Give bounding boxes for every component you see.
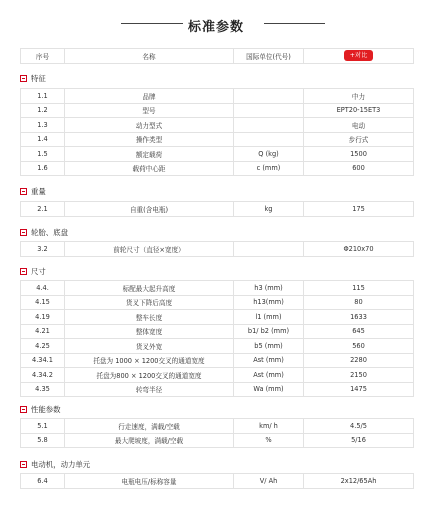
row-no: 1.1 (21, 89, 65, 104)
row-unit (234, 132, 304, 147)
row-value: 4.5/5 (304, 419, 414, 434)
section-features-header[interactable] (20, 73, 46, 83)
table-row (21, 310, 414, 325)
compare-button[interactable]: +对比 (344, 50, 374, 61)
performance-table (20, 418, 414, 448)
row-name: 动力型式 (65, 118, 234, 133)
row-no: 4.4. (21, 281, 65, 296)
row-unit: % (234, 433, 304, 448)
row-unit (234, 118, 304, 133)
row-no: 4.21 (21, 324, 65, 339)
row-value: Φ210x70 (304, 242, 414, 257)
section-motor-label: 电动机，动力单元 (31, 459, 91, 469)
minus-box-icon[interactable] (20, 461, 27, 468)
row-no: 4.15 (21, 295, 65, 310)
row-value: 5/16 (304, 433, 414, 448)
row-name: 型号 (65, 103, 234, 118)
table-row (21, 132, 414, 147)
row-unit (234, 242, 304, 257)
row-value: 2x12/65Ah (304, 474, 414, 489)
row-no: 3.2 (21, 242, 65, 257)
table-row (21, 103, 414, 118)
minus-box-icon[interactable] (20, 268, 27, 275)
table-row (21, 161, 414, 176)
row-no: 4.19 (21, 310, 65, 325)
header-compare-cell (304, 49, 414, 64)
row-no: 1.3 (21, 118, 65, 133)
row-no: 1.4 (21, 132, 65, 147)
row-name: 整车长度 (65, 310, 234, 325)
row-value: 600 (304, 161, 414, 176)
row-unit: km/ h (234, 419, 304, 434)
table-row (21, 382, 414, 397)
title-divider-right (264, 23, 325, 24)
row-unit: kg (234, 202, 304, 217)
section-wheels-header[interactable] (20, 227, 68, 237)
row-unit: b1/ b2 (mm) (234, 324, 304, 339)
row-name: 载荷中心距 (65, 161, 234, 176)
section-motor-header[interactable] (20, 459, 90, 469)
row-name: 托盘为800 × 1200交叉的通道宽度 (65, 368, 234, 383)
row-value: 2150 (304, 368, 414, 383)
row-unit: h3 (mm) (234, 281, 304, 296)
row-value: 2280 (304, 353, 414, 368)
header-name: 名称 (65, 49, 234, 64)
table-row (21, 433, 414, 448)
row-name: 自重(含电瓶) (65, 202, 234, 217)
table-row (21, 353, 414, 368)
row-no: 5.1 (21, 419, 65, 434)
spec-header-table (20, 48, 414, 64)
table-row (21, 324, 414, 339)
features-table (20, 88, 414, 176)
row-unit: h13(mm) (234, 295, 304, 310)
row-no: 4.34.1 (21, 353, 65, 368)
section-weight-header[interactable] (20, 186, 46, 196)
row-unit: b5 (mm) (234, 339, 304, 354)
row-value: 步行式 (304, 132, 414, 147)
row-value: 1633 (304, 310, 414, 325)
row-name: 前轮尺寸（直径×宽度） (65, 242, 234, 257)
row-no: 4.25 (21, 339, 65, 354)
row-unit: Ast (mm) (234, 368, 304, 383)
row-name: 整体宽度 (65, 324, 234, 339)
header-no: 序号 (21, 49, 65, 64)
row-name: 额定载荷 (65, 147, 234, 162)
row-name: 最大爬坡度，满载/空载 (65, 433, 234, 448)
row-name: 电瓶电压/标称容量 (65, 474, 234, 489)
row-name: 品牌 (65, 89, 234, 104)
row-value: 电动 (304, 118, 414, 133)
header-unit: 国际单位(代号) (234, 49, 304, 64)
page-title: 标准参数 (187, 20, 244, 35)
table-row (21, 474, 414, 489)
row-no: 6.4 (21, 474, 65, 489)
header-row (21, 49, 414, 64)
section-performance-label: 性能参数 (31, 404, 61, 414)
row-no: 2.1 (21, 202, 65, 217)
row-no: 5.8 (21, 433, 65, 448)
row-name: 转弯半径 (65, 382, 234, 397)
row-no: 4.34.2 (21, 368, 65, 383)
row-name: 托盘为 1000 × 1200交叉的通道宽度 (65, 353, 234, 368)
row-value: EPT20-15ET3 (304, 103, 414, 118)
row-name: 操作类型 (65, 132, 234, 147)
row-value: 175 (304, 202, 414, 217)
page-header (0, 13, 432, 35)
minus-box-icon[interactable] (20, 188, 27, 195)
row-value: 1475 (304, 382, 414, 397)
row-no: 1.6 (21, 161, 65, 176)
weight-table (20, 201, 414, 217)
table-row (21, 202, 414, 217)
section-wheels-label: 轮胎、底盘 (31, 227, 68, 237)
row-value: 115 (304, 281, 414, 296)
motor-table (20, 473, 414, 489)
table-row (21, 419, 414, 434)
row-unit: Q (kg) (234, 147, 304, 162)
section-features-label: 特征 (31, 73, 46, 83)
row-no: 1.2 (21, 103, 65, 118)
row-unit: V/ Ah (234, 474, 304, 489)
row-unit: Ast (mm) (234, 353, 304, 368)
wheels-table (20, 241, 414, 257)
row-unit: Wa (mm) (234, 382, 304, 397)
table-row (21, 281, 414, 296)
row-name: 货叉外宽 (65, 339, 234, 354)
row-value: 560 (304, 339, 414, 354)
row-value: 80 (304, 295, 414, 310)
table-row (21, 242, 414, 257)
section-performance-header[interactable] (20, 404, 61, 414)
table-row (21, 89, 414, 104)
row-value: 645 (304, 324, 414, 339)
minus-box-icon[interactable] (20, 406, 27, 413)
row-unit (234, 89, 304, 104)
row-value: 中力 (304, 89, 414, 104)
table-row (21, 118, 414, 133)
row-name: 货叉下降后高度 (65, 295, 234, 310)
minus-box-icon[interactable] (20, 229, 27, 236)
row-unit: l1 (mm) (234, 310, 304, 325)
minus-box-icon[interactable] (20, 75, 27, 82)
table-row (21, 339, 414, 354)
section-dimensions-label: 尺寸 (31, 266, 46, 276)
row-no: 4.35 (21, 382, 65, 397)
row-value: 1500 (304, 147, 414, 162)
section-weight-label: 重量 (31, 186, 46, 196)
dimensions-table (20, 280, 414, 397)
row-name: 标配最大起升高度 (65, 281, 234, 296)
table-row (21, 295, 414, 310)
row-no: 1.5 (21, 147, 65, 162)
section-dimensions-header[interactable] (20, 266, 46, 276)
row-unit (234, 103, 304, 118)
table-row (21, 147, 414, 162)
row-unit: c (mm) (234, 161, 304, 176)
row-name: 行走速度，满载/空载 (65, 419, 234, 434)
table-row (21, 368, 414, 383)
